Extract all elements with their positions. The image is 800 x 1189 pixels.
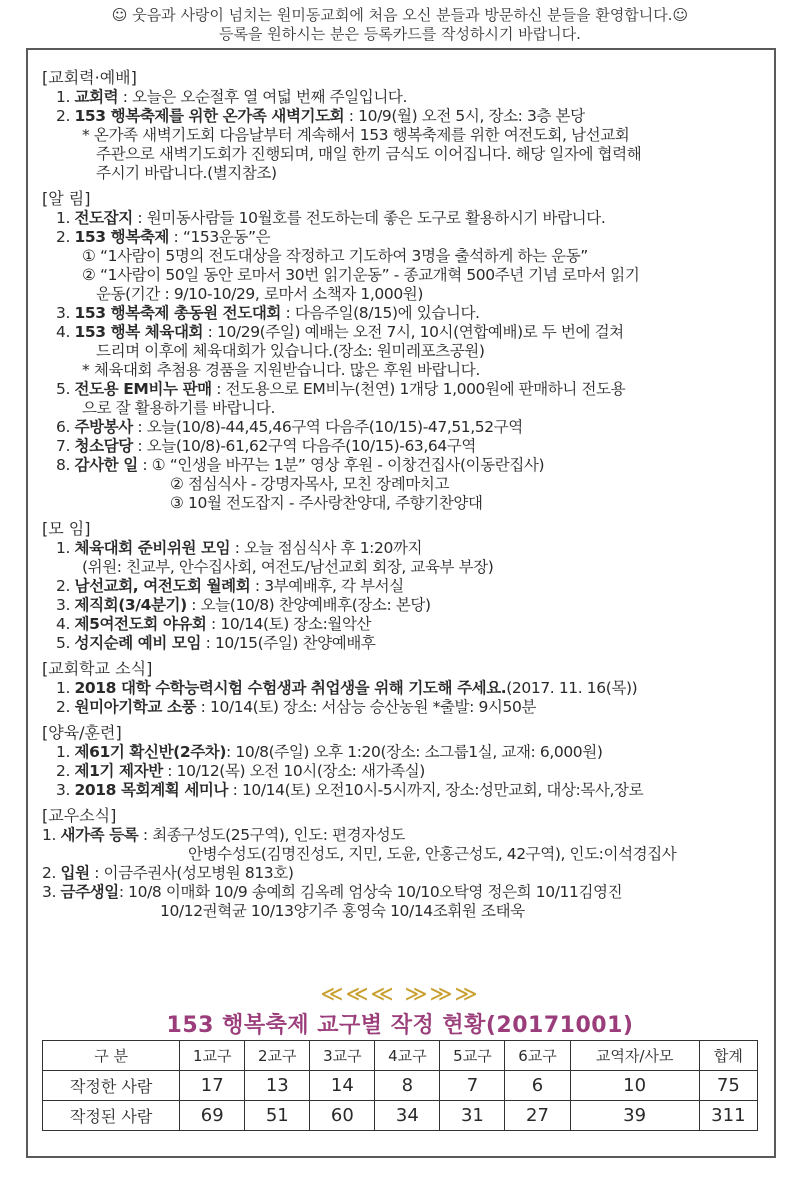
header-cell: 합계	[699, 1041, 757, 1071]
header-cell: 6교구	[505, 1041, 570, 1071]
section-meeting	[42, 519, 762, 653]
table-header-row	[43, 1041, 758, 1071]
school-item-2	[42, 698, 762, 717]
header-cell: 2교구	[245, 1041, 310, 1071]
item-heading: 153 행복축제	[74, 228, 169, 246]
table-cell: 31	[440, 1101, 505, 1131]
item-heading: 153 행복축제 총동원 전도대회	[74, 304, 281, 322]
item-heading: 제1기 제자반	[74, 762, 163, 780]
meeting-item-1-b: (위원: 친교부, 안수집사회, 여전도/남선교회 회장, 교육부 부장)	[82, 558, 494, 576]
notice-item-5	[42, 380, 762, 399]
notice-item-2-a: ① “1사람이 5명의 전도대상을 작정하고 기도하여 3명을 출석하게 하는 운동”	[82, 247, 588, 265]
item-number: 5.	[56, 634, 75, 652]
item-heading: 153 행복축제를 위한 온가족 새벽기도회	[74, 107, 345, 125]
section-school	[42, 659, 762, 717]
meeting-item-5	[42, 634, 762, 653]
header-cell: 5교구	[440, 1041, 505, 1071]
item-text: : 오늘(10/8)-61,62구역 다음주(10/15)-63,64구역	[132, 437, 476, 455]
item-number: 2.	[56, 577, 75, 595]
meeting-item-2	[42, 577, 762, 596]
school-item-1	[42, 679, 762, 698]
table-cell: 17	[180, 1071, 245, 1101]
notice-item-8-b: ② 점심식사 - 강명자목사, 모친 장례마치고	[170, 475, 450, 493]
section-title: [모 임]	[42, 519, 91, 538]
item-text: : 10/14(토) 장소:월악산	[206, 615, 372, 633]
item-number: 6.	[56, 418, 75, 436]
item-heading: 2018 대학 수학능력시험 수험생과 취업생을 위해 기도해 주세요.	[74, 679, 507, 697]
training-item-1	[42, 743, 762, 762]
pledge-status-table	[42, 1040, 758, 1131]
notice-item-5-b: 으로 잘 활용하기를 바랍니다.	[82, 399, 275, 417]
item-number: 2.	[42, 864, 61, 882]
item-text: : 10/15(주일) 찬양예배후	[201, 634, 376, 652]
table-cell: 6	[505, 1071, 570, 1101]
notice-item-1	[42, 209, 762, 228]
members-item-3-b: 10/12권혁균 10/13양기주 홍영숙 10/14조휘원 조태욱	[160, 902, 525, 920]
members-item-3	[42, 883, 762, 902]
section-title: [양육/훈련]	[42, 723, 122, 742]
table-cell: 51	[245, 1101, 310, 1131]
table-cell: 69	[180, 1101, 245, 1131]
table-title: 153 행복축제 교구별 작정 현황(20171001)	[166, 1013, 634, 1038]
section-notice	[42, 189, 762, 513]
item-text: : 오늘(10/8) 찬양예배후(장소: 본당)	[186, 596, 431, 614]
item-number: 2.	[56, 698, 75, 716]
notice-item-4-b: 드리며 이후에 체육대회가 있습니다.(장소: 원미레포츠공원)	[96, 342, 485, 360]
item-number: 3.	[56, 304, 75, 322]
welcome-banner	[40, 6, 760, 44]
item-number: 2.	[56, 107, 75, 125]
section-members	[42, 806, 762, 921]
item-number: 1.	[56, 679, 75, 697]
table-cell: 60	[310, 1101, 375, 1131]
header-cell: 3교구	[310, 1041, 375, 1071]
table-cell: 39	[570, 1101, 699, 1131]
item-heading: 성지순례 예비 모임	[74, 634, 202, 652]
item-heading: 입원	[60, 864, 90, 882]
item-heading: 제61기 확신반(2주차)	[74, 743, 227, 761]
row-label: 작정된 사람	[43, 1101, 180, 1131]
item-text: : 10/9(월) 오전 5시, 장소: 3층 본당	[344, 107, 585, 125]
table-cell: 7	[440, 1071, 505, 1101]
meeting-item-1	[42, 539, 762, 558]
welcome-line-2: 등록을 원하시는 분은 등록카드를 작성하시기 바랍니다.	[219, 25, 581, 43]
item-number: 5.	[56, 380, 75, 398]
item-number: 2.	[56, 762, 75, 780]
item-text: : 10/12(목) 오전 10시(장소: 새가족실)	[162, 762, 425, 780]
section-training	[42, 723, 762, 800]
item-number: 1.	[42, 826, 61, 844]
table-row	[43, 1071, 758, 1101]
table-cell: 34	[375, 1101, 440, 1131]
table-cell: 13	[245, 1071, 310, 1101]
item-text: : 오늘(10/8)-44,45,46구역 다음주(10/15)-47,51,52구역	[132, 418, 523, 436]
item-text: : 10/29(주일) 예배는 오전 7시, 10시(연합예배)로 두 번에 걸쳐	[203, 323, 624, 341]
item-heading: 원미아기학교 소풍	[74, 698, 197, 716]
section-worship	[42, 68, 762, 183]
table-cell: 8	[375, 1071, 440, 1101]
members-item-1	[42, 826, 762, 845]
worship-item-1	[42, 88, 762, 107]
header-cell: 4교구	[375, 1041, 440, 1071]
item-number: 1.	[56, 539, 75, 557]
header-cell: 교역자/사모	[570, 1041, 699, 1071]
section-title: [교우소식]	[42, 806, 117, 825]
item-heading: 전도잡지	[74, 209, 133, 227]
notice-item-2-c: 운동(기간 : 9/10-10/29, 로마서 소책자 1,000원)	[96, 285, 424, 303]
table-cell: 27	[505, 1101, 570, 1131]
worship-item-2	[42, 107, 762, 126]
notice-item-3	[42, 304, 762, 323]
header-cell: 구 분	[43, 1041, 180, 1071]
section-title: [교회력·예배]	[42, 68, 137, 87]
notice-item-8	[42, 456, 762, 475]
item-text: : 전도용으로 EM비누(천연) 1개당 1,000원에 판매하니 전도용	[211, 380, 626, 398]
notice-item-2	[42, 228, 762, 247]
item-heading: 전도용 EM비누 판매	[74, 380, 212, 398]
notice-item-4-c: * 체육대회 추첨용 경품을 지원받습니다. 많은 후원 바랍니다.	[82, 361, 480, 379]
meeting-item-3	[42, 596, 762, 615]
item-text: : 오늘은 오순절후 열 여덟 번째 주일입니다.	[118, 88, 408, 106]
item-text: : 이금주권사(성모병원 813호)	[89, 864, 294, 882]
notice-item-6	[42, 418, 762, 437]
item-heading: 남선교회, 여전도회 월례회	[74, 577, 251, 595]
item-text: : 3부예배후, 각 부서실	[250, 577, 404, 595]
item-heading: 주방봉사	[74, 418, 133, 436]
worship-note-3: 주시기 바랍니다.(별지참조)	[96, 164, 277, 182]
welcome-line-1: ☺ 웃음과 사랑이 넘치는 원미동교회에 처음 오신 분들과 방문하신 분들을 환영합니다.☺	[111, 6, 689, 24]
item-text: : ① “인생을 바꾸는 1분” 영상 후원 - 이창건집사(이동란집사)	[137, 456, 545, 474]
notice-item-8-c: ③ 10월 전도잡지 - 주사랑찬양대, 주향기찬양대	[170, 494, 483, 512]
table-cell: 311	[699, 1101, 757, 1131]
worship-note-2: 주관으로 새벽기도회가 진행되며, 매일 한끼 금식도 이어집니다. 해당 일자에 협력해	[96, 145, 642, 163]
item-text: : 최종구성도(25구역), 인도: 편경자성도	[138, 826, 405, 844]
item-text: : “153운동”은	[168, 228, 271, 246]
item-number: 1.	[56, 88, 75, 106]
meeting-item-4	[42, 615, 762, 634]
item-number: 3.	[56, 781, 75, 799]
members-item-1-b: 안병수성도(김명진성도, 지민, 도윤, 안홍근성도, 42구역), 인도:이석경집사	[188, 845, 677, 863]
item-heading: 청소담당	[74, 437, 133, 455]
item-number: 3.	[56, 596, 75, 614]
table-cell: 14	[310, 1071, 375, 1101]
notice-item-4	[42, 323, 762, 342]
item-text: : 다음주일(8/15)에 있습니다.	[280, 304, 480, 322]
worship-note-1: * 온가족 새벽기도회 다음날부터 계속해서 153 행복축제를 위한 여전도회, 남선교회	[82, 126, 630, 144]
item-heading: 2018 목회계획 세미나	[74, 781, 229, 799]
item-text: : 10/8(주일) 오후 1:20(장소: 소그룹1실, 교재: 6,000원)	[226, 743, 603, 761]
item-text: (2017. 11. 16(목))	[506, 679, 638, 697]
item-number: 4.	[56, 323, 75, 341]
bulletin-content	[42, 62, 762, 921]
row-label: 작정한 사람	[43, 1071, 180, 1101]
header-cell: 1교구	[180, 1041, 245, 1071]
item-number: 1.	[56, 743, 75, 761]
section-title: [교회학교 소식]	[42, 659, 153, 678]
item-text: : 10/8 이매화 10/9 송예희 김옥례 엄상숙 10/10오탁영 정은희 10/11김영진	[118, 883, 623, 901]
training-item-2	[42, 762, 762, 781]
section-title: [알 림]	[42, 189, 91, 208]
item-heading: 제5여전도회 야유회	[74, 615, 207, 633]
item-heading: 153 행복 체육대회	[74, 323, 204, 341]
item-heading: 새가족 등록	[60, 826, 139, 844]
item-heading: 금주생일	[60, 883, 119, 901]
item-number: 3.	[42, 883, 61, 901]
item-text: : 오늘 점심식사 후 1:20까지	[230, 539, 423, 557]
item-heading: 감사한 일	[74, 456, 138, 474]
notice-item-2-b: ② “1사람이 50일 동안 로마서 30번 읽기운동” - 종교개혁 500주년 기념 로마서 읽기	[82, 266, 640, 284]
item-text: : 원미동사람들 10월호를 전도하는데 좋은 도구로 활용하시기 바랍니다.	[132, 209, 606, 227]
item-text: : 10/14(토) 장소: 서삼능 승산농원 *출발: 9시50분	[196, 698, 536, 716]
members-item-2	[42, 864, 762, 883]
table-row	[43, 1101, 758, 1131]
notice-item-7	[42, 437, 762, 456]
item-heading: 교회력	[74, 88, 119, 106]
training-item-3	[42, 781, 762, 800]
decorative-arrows: ≪≪≪ ≫≫≫	[320, 982, 480, 1007]
item-heading: 제직회(3/4분기)	[74, 596, 187, 614]
item-text: : 10/14(토) 오전10시-5시까지, 장소:성만교회, 대상:목사,장로	[228, 781, 644, 799]
item-number: 4.	[56, 615, 75, 633]
item-number: 8.	[56, 456, 75, 474]
item-number: 1.	[56, 209, 75, 227]
item-number: 2.	[56, 228, 75, 246]
table-cell: 10	[570, 1071, 699, 1101]
item-heading: 체육대회 준비위원 모임	[74, 539, 231, 557]
table-cell: 75	[699, 1071, 757, 1101]
item-number: 7.	[56, 437, 75, 455]
